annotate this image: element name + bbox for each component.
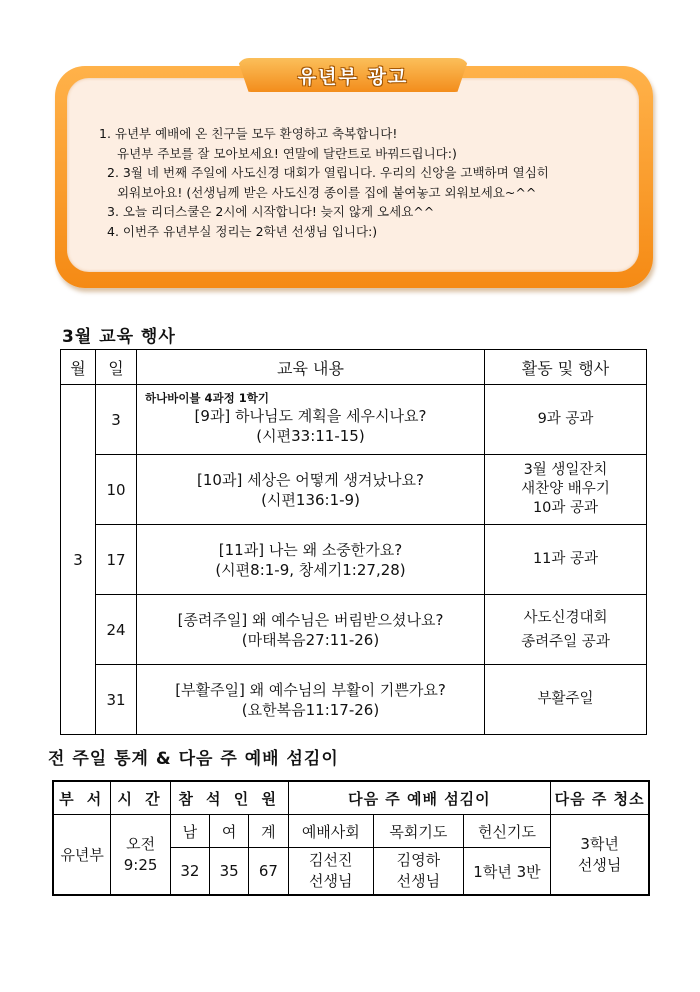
table-row [61, 525, 647, 595]
education-section-title: 3월 교육 행사 [62, 327, 176, 347]
announcement-item: 1. 유년부 예배에 온 친구들 모두 환영하고 축복합니다! [99, 126, 398, 141]
table-row [61, 455, 647, 525]
lesson-scripture: (시편136:1-9) [261, 490, 360, 509]
activity-line: 3월 생일잔치 [523, 462, 608, 478]
activity-line: 11과 공과 [532, 551, 599, 567]
male-count: 32 [170, 848, 209, 896]
header-dept: 부 서 [53, 781, 111, 815]
announcement-item: 외워보아요! (선생님께 받은 사도신경 종이를 집에 붙여놓고 외워보세요~^^ [117, 184, 537, 200]
prayer-line: 선생님 [396, 872, 441, 890]
announcement-item: 유년부 주보를 잘 모아보세요! 연말에 달란트로 바꿔드립니다:) [117, 145, 457, 161]
table-row [61, 665, 647, 735]
lesson-title: [종려주일] 왜 예수님은 버림받으셨나요? [177, 610, 444, 629]
prayer-cell [374, 848, 464, 896]
announcement-item: 3. 오늘 리더스쿨은 2시에 시작합니다! 늦지 않게 오세요^^ [107, 204, 435, 219]
header-servers: 다음 주 예배 섬김이 [288, 781, 551, 815]
activity-cell [485, 455, 647, 525]
time-line: 오전 [126, 834, 156, 853]
header-prayer: 목회기도 [374, 815, 464, 848]
leader-cell [288, 848, 374, 896]
month-cell: 3 [61, 385, 96, 735]
activity-line: 9과 공과 [537, 411, 594, 427]
announcement-title: 유년부 광고 [297, 66, 409, 88]
time-cell [111, 815, 170, 896]
female-count: 35 [210, 848, 249, 896]
header-day: 일 [96, 350, 137, 385]
activity-line: 부활주일 [537, 691, 594, 707]
lesson-title: [11과] 나는 왜 소중한가요? [218, 540, 403, 559]
lesson-cell [137, 665, 485, 735]
table-row [61, 595, 647, 665]
lesson-cell [137, 525, 485, 595]
education-table [60, 349, 647, 735]
activity-cell [485, 385, 647, 455]
day-cell: 31 [96, 665, 137, 735]
header-attendance: 참 석 인 원 [170, 781, 288, 815]
stats-table [52, 780, 650, 896]
total-count: 67 [249, 848, 288, 896]
activity-line: 10과 공과 [532, 500, 599, 516]
header-cleaning: 다음 주 청소 [551, 781, 649, 815]
header-month: 월 [61, 350, 96, 385]
lesson-scripture: (시편33:11-15) [256, 426, 365, 445]
activity-line: 사도신경대회 [523, 609, 608, 626]
prayer-line: 김영하 [396, 851, 441, 869]
table-row [61, 385, 647, 455]
lesson-title: [9과] 하나님도 계획을 세우시나요? [194, 406, 427, 425]
lesson-title: [부활주일] 왜 예수님의 부활이 기쁜가요? [175, 680, 446, 699]
activity-cell [485, 595, 647, 665]
lesson-cell [137, 595, 485, 665]
activity-cell [485, 525, 647, 595]
stats-section-title: 전 주일 통계 & 다음 주 예배 섬김이 [48, 749, 339, 769]
header-leader: 예배사회 [288, 815, 374, 848]
announcement-list [89, 124, 629, 241]
lesson-scripture: (마태복음27:11-26) [241, 630, 380, 649]
lesson-title: [10과] 세상은 어떻게 생겨났나요? [197, 470, 424, 489]
time-line: 9:25 [123, 855, 158, 874]
course-label: 하나바이블 4과정 1학기 [145, 390, 269, 405]
cleaning-line: 선생님 [577, 855, 622, 874]
day-cell: 24 [96, 595, 137, 665]
lesson-cell [137, 385, 485, 455]
day-cell: 10 [96, 455, 137, 525]
announcement-item: 4. 이번주 유년부실 정리는 2학년 선생님 입니다:) [107, 223, 378, 239]
header-female: 여 [210, 815, 249, 848]
activity-line: 종려주일 공과 [521, 633, 610, 650]
announcement-box [55, 66, 653, 288]
offering-cell: 1학년 3반 [463, 848, 551, 896]
header-time: 시 간 [111, 781, 170, 815]
leader-line: 김선진 [309, 851, 353, 869]
activity-line: 새찬양 배우기 [521, 481, 610, 497]
announcement-panel [67, 78, 639, 272]
day-cell: 3 [96, 385, 137, 455]
announcement-item: 2. 3월 네 번째 주일에 사도신경 대회가 열립니다. 우리의 신앙을 고백하며 열심히 [107, 165, 549, 180]
leader-line: 선생님 [309, 872, 353, 890]
activity-cell [485, 665, 647, 735]
header-activity: 활동 및 행사 [485, 350, 647, 385]
header-offering: 헌신기도 [463, 815, 551, 848]
lesson-scripture: (시편8:1-9, 창세기1:27,28) [215, 560, 406, 579]
header-total: 계 [249, 815, 288, 848]
cleaning-cell [551, 815, 649, 896]
header-male: 남 [170, 815, 209, 848]
header-content: 교육 내용 [137, 350, 485, 385]
dept-cell: 유년부 [53, 815, 111, 896]
lesson-cell [137, 455, 485, 525]
day-cell: 17 [96, 525, 137, 595]
cleaning-line: 3학년 [580, 834, 619, 853]
lesson-scripture: (요한복음11:17-26) [241, 700, 380, 719]
